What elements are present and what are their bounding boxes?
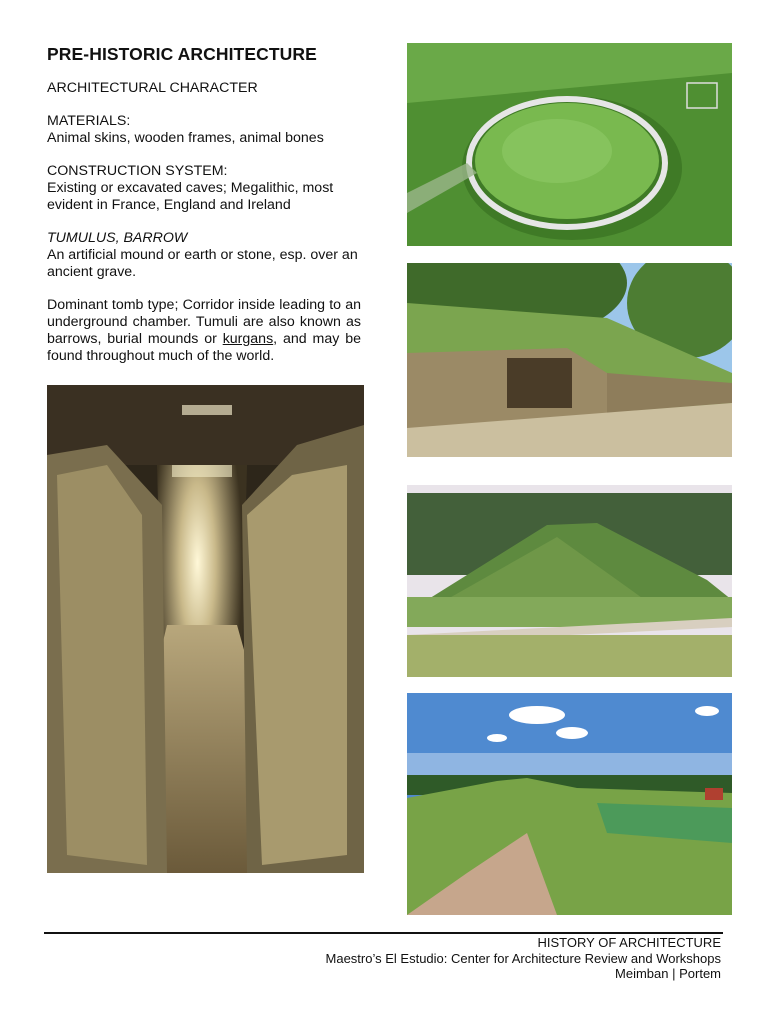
- footer-rule: [44, 932, 723, 934]
- tumulus-heading: TUMULUS, BARROW: [47, 230, 188, 246]
- aerial-mound-photo: [407, 43, 732, 246]
- materials-heading: MATERIALS:: [47, 113, 131, 129]
- construction-heading: CONSTRUCTION SYSTEM:: [47, 163, 228, 179]
- footer-publisher: Maestro’s El Estudio: Center for Architecture Review and Workshops: [325, 950, 721, 966]
- kurgans-link[interactable]: kurgans: [222, 331, 274, 347]
- dominant-text-pre: Dominant tomb type; Corridor inside leading to an underground chamber. Tumuli are also known as barrows, burial mounds or: [47, 297, 361, 347]
- corridor-interior-photo: [47, 385, 364, 873]
- construction-text: Existing or excavated caves; Megalithic, most evident in France, England and Ireland: [47, 180, 334, 213]
- section-heading: ARCHITECTURAL CHARACTER: [47, 80, 258, 96]
- text-column: [47, 80, 361, 365]
- tumulus-text: An artificial mound or earth or stone, esp. over an ancient grave.: [47, 247, 358, 280]
- footer-course: HISTORY OF ARCHITECTURE: [537, 935, 721, 950]
- page-title: PRE-HISTORIC ARCHITECTURE: [47, 44, 317, 64]
- grass-mound-photo: [407, 485, 732, 677]
- tomb-entrance-photo: [407, 263, 732, 457]
- footer-authors: Meimban | Portem: [615, 966, 721, 981]
- materials-text: Animal skins, wooden frames, animal bones: [47, 130, 324, 146]
- footer: [326, 935, 721, 982]
- dominant-text-post: , and may be found throughout much of the world.: [47, 331, 361, 364]
- dominant-paragraph: [47, 297, 361, 365]
- mounds-landscape-photo: [407, 693, 732, 915]
